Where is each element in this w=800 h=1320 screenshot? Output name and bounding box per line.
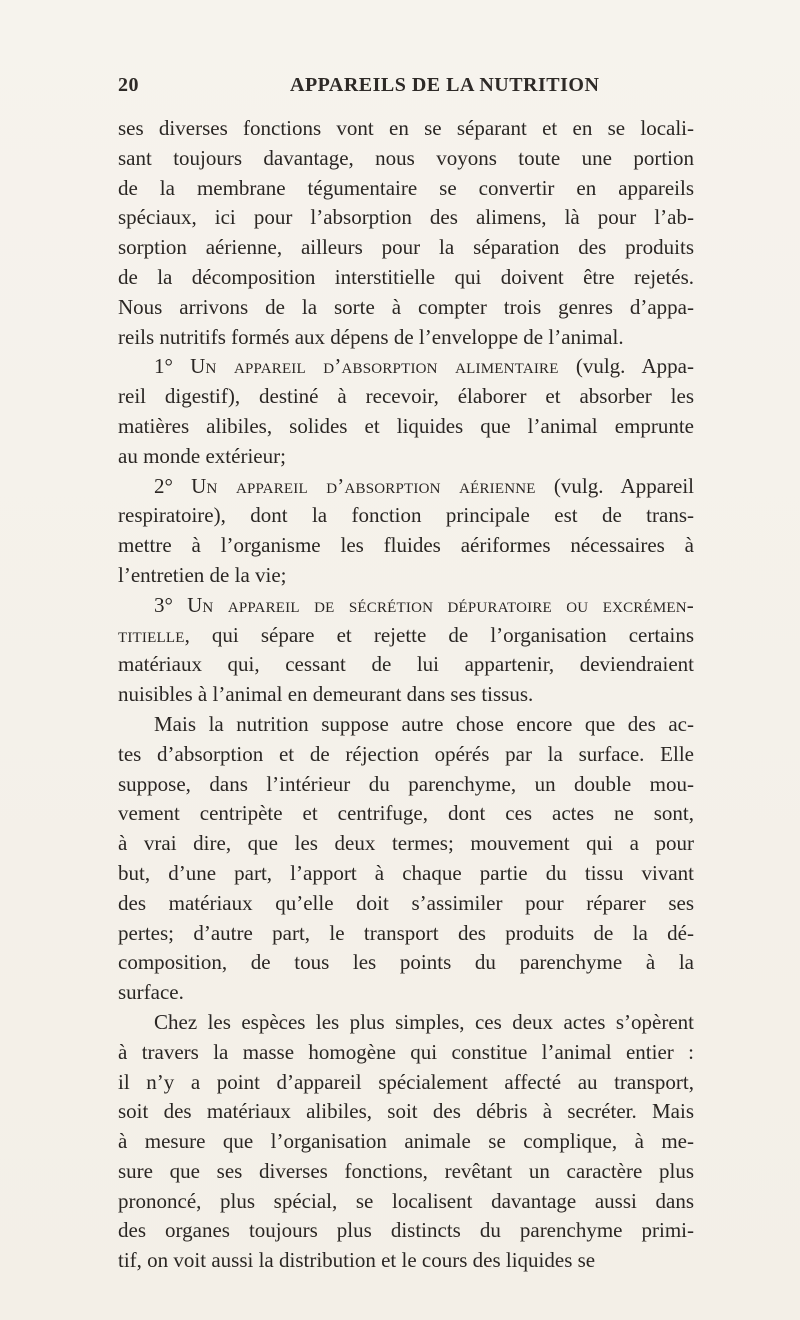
text-line: au monde extérieur;	[118, 443, 286, 468]
text-line: sure que ses diverses fonctions, revêtant un caractère plus	[118, 1158, 694, 1183]
text-line: spéciaux, ici pour l’absorption des alimens, là pour l’ab-	[118, 205, 694, 230]
text-line: titielle, qui sépare et rejette de l’organisation certains	[118, 622, 694, 647]
text-line: 2° Un appareil d’absorption aérienne (vulg. Appareil	[154, 473, 694, 498]
text-line: but, d’une part, l’apport à chaque partie du tissu vivant	[118, 860, 694, 885]
text-line: il n’y a point d’appareil spécialement affecté au transport,	[118, 1069, 694, 1094]
body-text	[118, 114, 694, 1276]
text-line: Mais la nutrition suppose autre chose encore que des ac-	[154, 711, 694, 736]
text-line: de la membrane tégumentaire se convertir en appareils	[118, 175, 694, 200]
text-line: reils nutritifs formés aux dépens de l’enveloppe de l’animal.	[118, 324, 624, 349]
text-line: Chez les espèces les plus simples, ces deux actes s’opèrent	[154, 1009, 694, 1034]
text-line: des matériaux qu’elle doit s’assimiler pour réparer ses	[118, 890, 694, 915]
text-line: composition, de tous les points du parenchyme à la	[118, 950, 694, 975]
text-line: sant toujours davantage, nous voyons toute une portion	[118, 145, 694, 170]
text-line: vement centripète et centrifuge, dont ces actes ne sont,	[118, 801, 694, 826]
text-line: suppose, dans l’intérieur du parenchyme, un double mou-	[118, 771, 694, 796]
text-line: sorption aérienne, ailleurs pour la séparation des produits	[118, 235, 694, 260]
text-line: nuisibles à l’animal en demeurant dans ses tissus.	[118, 682, 534, 707]
text-line: 1° Un appareil d’absorption alimentaire (vulg. Appa-	[154, 354, 694, 379]
text-line: tif, on voit aussi la distribution et le cours des liquides se	[118, 1248, 596, 1273]
text-line: tes d’absorption et de réjection opérés par la surface. Elle	[118, 741, 694, 766]
text-line: surface.	[118, 980, 184, 1005]
text-line: soit des matériaux alibiles, soit des débris à secréter. Mais	[118, 1099, 694, 1124]
text-line: des organes toujours plus distincts du parenchyme primi-	[118, 1218, 694, 1243]
text-line: prononcé, plus spécial, se localisent davantage aussi dans	[118, 1188, 694, 1213]
text-line: respiratoire), dont la fonction principale est de trans-	[118, 503, 694, 528]
text-line: matériaux qui, cessant de lui appartenir, deviendraient	[118, 652, 694, 677]
text-line: Nous arrivons de la sorte à compter trois genres d’appa-	[118, 294, 694, 319]
text-line: mettre à l’organisme les fluides aériformes nécessaires à	[118, 533, 694, 558]
text-line: à vrai dire, que les deux termes; mouvement qui a pour	[118, 831, 694, 856]
page-header	[118, 74, 694, 104]
text-line: 3° Un appareil de sécrétion dépuratoire ou excrémen-	[154, 592, 694, 617]
running-head: APPAREILS DE LA NUTRITION	[290, 74, 600, 96]
text-line: matières alibiles, solides et liquides que l’animal emprunte	[118, 413, 694, 438]
text-line: ses diverses fonctions vont en se séparant et en se locali-	[118, 116, 694, 140]
page-number: 20	[118, 74, 139, 96]
text-line: l’entretien de la vie;	[118, 562, 287, 587]
text-line: à travers la masse homogène qui constitue l’animal entier :	[118, 1039, 694, 1064]
text-line: pertes; d’autre part, le transport des produits de la dé-	[118, 920, 694, 945]
text-line: reil digestif), destiné à recevoir, élaborer et absorber les	[118, 384, 694, 409]
text-line: à mesure que l’organisation animale se complique, à me-	[118, 1129, 694, 1154]
text-line: de la décomposition interstitielle qui doivent être rejetés.	[118, 264, 694, 289]
